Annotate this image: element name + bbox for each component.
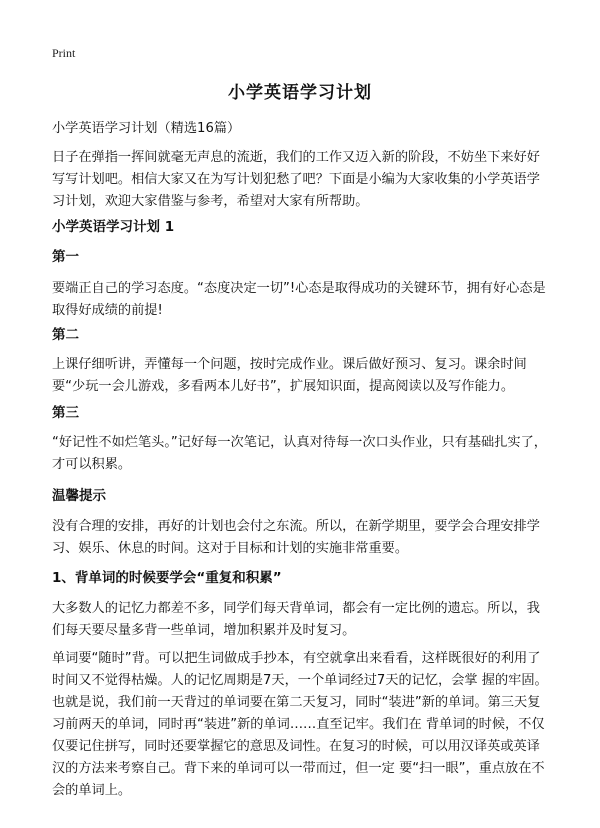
point-text-1: 大多数人的记忆力都差不多，同学们每天背单词，都会有一定比例的遗忘。所以，我们每天要尽量多背一些单词，增加积累并及时复习。 [52, 601, 540, 638]
tip-text: 没有合理的安排，再好的计划也会付之东流。所以，在新学期里，要学会合理安排学习、娱乐、休息的时间。这对于目标和计划的实施非常重要。 [52, 519, 540, 556]
section-heading: 小学英语学习计划 1 [52, 219, 175, 235]
part-heading-1: 第一 [52, 249, 79, 265]
part-heading-3: 第三 [52, 405, 79, 421]
part-text-1: 要端正自己的学习态度。“态度决定一切”!心态是取得成功的关键环节，拥有好心态是取得好成绩的前提! [52, 281, 546, 318]
tip-heading: 温馨提示 [52, 488, 106, 504]
intro-paragraph: 日子在弹指一挥间就毫无声息的流逝，我们的工作又迈入新的阶段，不妨坐下来好好写写计划吧。相信大家又在为写计划犯愁了吧？下面是小编为大家收集的小学英语学习计划，欢迎大家借鉴与参考，希望对大家有所帮助。 [52, 150, 540, 209]
part-heading-2: 第二 [52, 327, 79, 343]
print-link[interactable]: Print [52, 46, 76, 60]
part-text-3: “好记性不如烂笔头。”记好每一次笔记，认真对待每一次口头作业，只有基础扎实了，才可以积累。 [52, 435, 547, 472]
page-title: 小学英语学习计划 [228, 83, 372, 103]
part-text-2: 上课仔细听讲，弄懂每一个问题，按时完成作业。课后做好预习、复习。课余时间要“少玩一会儿游戏，多看两本儿好书”，扩展知识面，提高阅读以及写作能力。 [52, 357, 527, 394]
point-heading-1: 1、背单词的时候要学会“重复和积累” [52, 570, 282, 586]
point-text-2: 单词要“随时”背。可以把生词做成手抄本，有空就拿出来看看，这样既很好的利用了时间又不觉得枯燥。人的记忆周期是7天，一个单词经过7天的记忆，会掌 握的牢固。也就是说，我们前一天背过的单词要在第二天复习，同时“装进”新的单词。第三天复习前两天的单词，同时再“装进”新的单词……直至记牢。我们在 背单词的时候，不仅仅要记住拼写，同时还要掌握它的意思及词性。在复习的时候，可以用汉译英或英译汉的方法来考察自己。背下来的单词可以一带而过，但一定 要“扫一眼”，重点放在不会的单词上。 [52, 651, 548, 798]
subtitle: 小学英语学习计划（精选16篇） [52, 121, 241, 136]
